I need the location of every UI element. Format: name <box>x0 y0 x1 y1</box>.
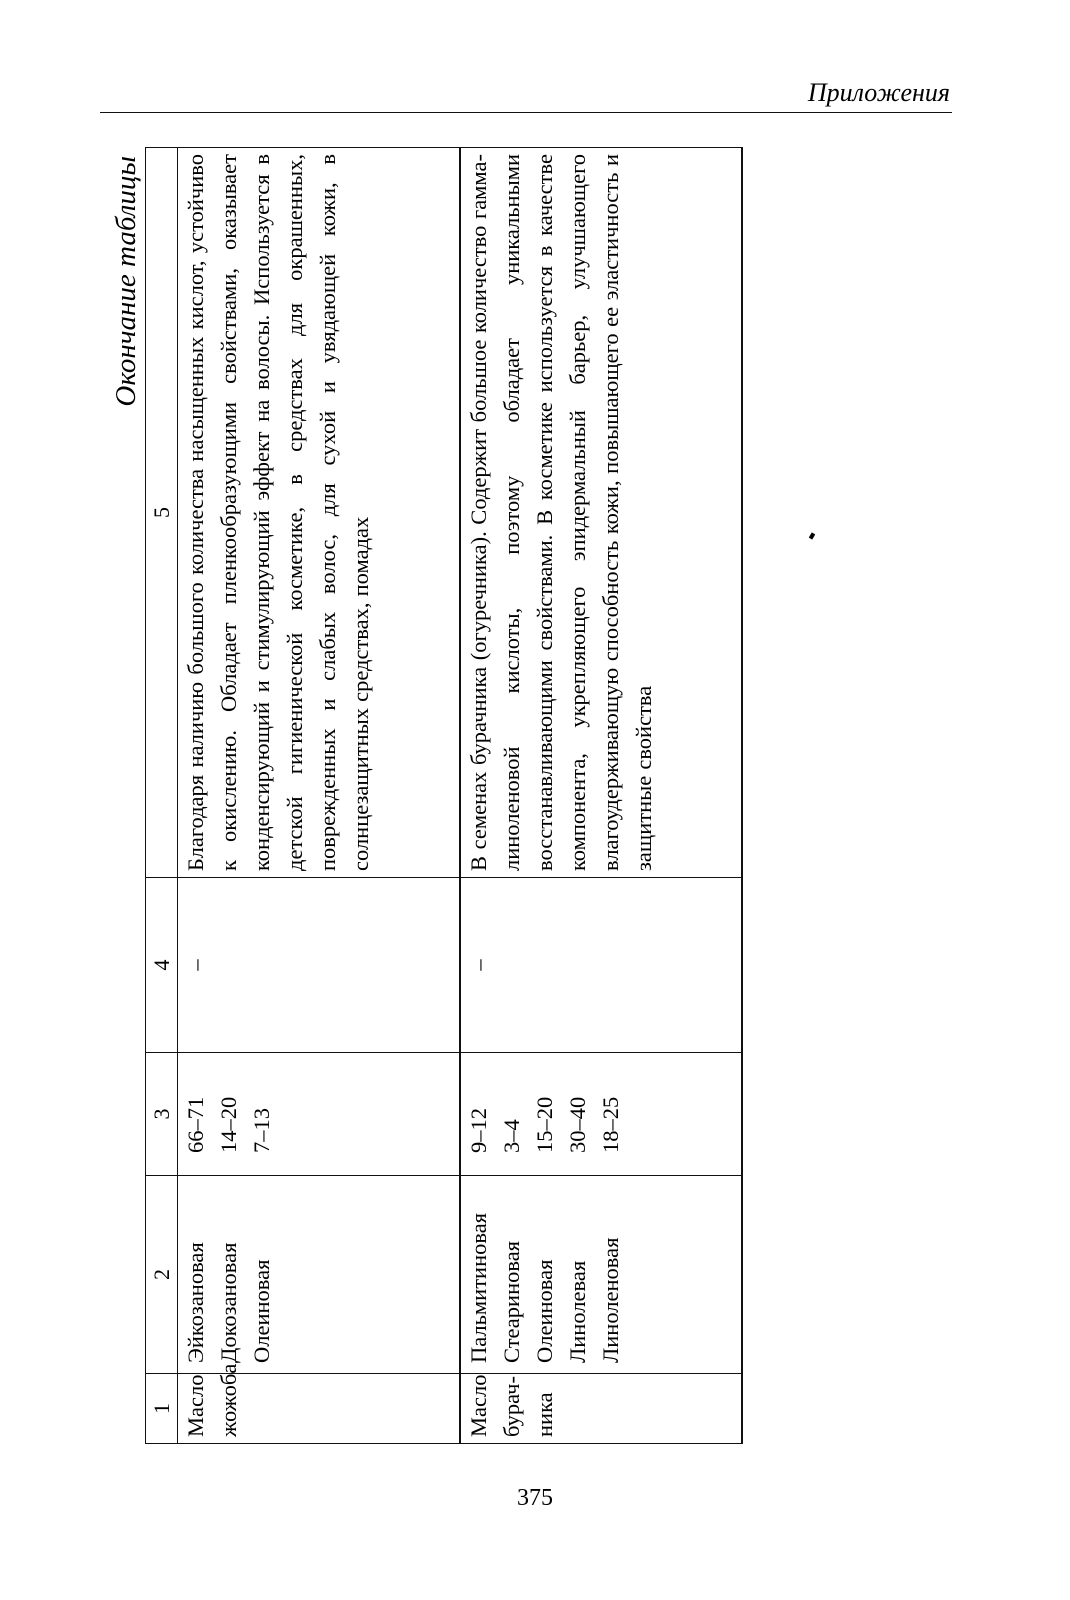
col4-value: – <box>465 959 491 971</box>
acid-name: Стеариновая <box>498 1240 524 1363</box>
table-row <box>460 148 742 1444</box>
oil-name-line: бурач- <box>498 1376 524 1437</box>
percent-cell <box>460 1053 742 1176</box>
column-header: 1 <box>146 1374 178 1444</box>
column-header: 5 <box>146 148 178 878</box>
running-head-title: Приложения <box>807 78 950 107</box>
percent-value: 18–25 <box>597 1096 623 1153</box>
oils-table <box>145 147 743 1444</box>
table-row <box>178 148 460 1444</box>
running-head <box>100 80 952 113</box>
oil-name-cell <box>460 1374 742 1444</box>
percent-value: 15–20 <box>531 1096 557 1153</box>
percent-value: 7–13 <box>249 1108 274 1153</box>
oil-name-line: ника <box>531 1392 557 1437</box>
oil-name-line: Масло <box>183 1374 208 1437</box>
description-text: Благодаря наличию большого количества насыщенных кислот, устойчиво к окислению. Обладает пленкообразующими свойствами, оказывает конденсирующий и стимулирующий эффект на волосы. Используется в детской гигиенической косметике, в средствах для окрашенных, поврежденных и слабых волос, для сухой и увядающей кожи, в солнцезащитных средствах, помадах <box>183 154 373 871</box>
col4-cell <box>178 878 460 1053</box>
percent-value: 3–4 <box>498 1119 524 1153</box>
acid-name: Эйкозановая <box>183 1242 208 1363</box>
column-header: 3 <box>146 1053 178 1176</box>
oil-name-line: Масло <box>465 1374 491 1437</box>
percent-value: 9–12 <box>465 1108 491 1153</box>
col4-cell <box>460 878 742 1053</box>
column-header: 4 <box>146 878 178 1053</box>
acid-name: Пальмитиновая <box>465 1212 491 1363</box>
table-header-row <box>146 148 178 1444</box>
table-caption: Окончание таблицы <box>110 156 142 407</box>
percent-value: 66–71 <box>183 1096 208 1153</box>
column-header: 2 <box>146 1176 178 1374</box>
col4-value: – <box>183 959 208 971</box>
description-text: В семенах бурачника (огуречника). Содержит большое количество гамма-линоленовой кислоты, поэтому обладает уникальными восстанавливающими свойствами. В косметике используется в качестве компонента, укрепляющего эпидермальный барьер, улучшающего влагоудерживающую способность кожи, повышающего ее эластичность и защитные свойства <box>465 154 656 871</box>
oil-name-line: жожоба <box>216 1363 241 1437</box>
description-cell <box>178 148 460 878</box>
percent-value: 14–20 <box>216 1096 241 1153</box>
page-number: 375 <box>517 1485 553 1511</box>
acid-name: Докозановая <box>216 1242 241 1363</box>
acid-name: Олеиновая <box>249 1259 274 1363</box>
acid-name: Линолевая <box>564 1260 590 1363</box>
description-cell <box>460 148 742 878</box>
oil-name-cell <box>178 1363 460 1444</box>
fatty-acids-cell <box>178 1176 460 1374</box>
acid-name: Олеиновая <box>531 1259 557 1363</box>
scan-speck <box>809 532 815 539</box>
percent-value: 30–40 <box>564 1096 590 1153</box>
percent-cell <box>178 1053 460 1176</box>
fatty-acids-cell <box>460 1176 742 1374</box>
acid-name: Линоленовая <box>597 1237 623 1363</box>
